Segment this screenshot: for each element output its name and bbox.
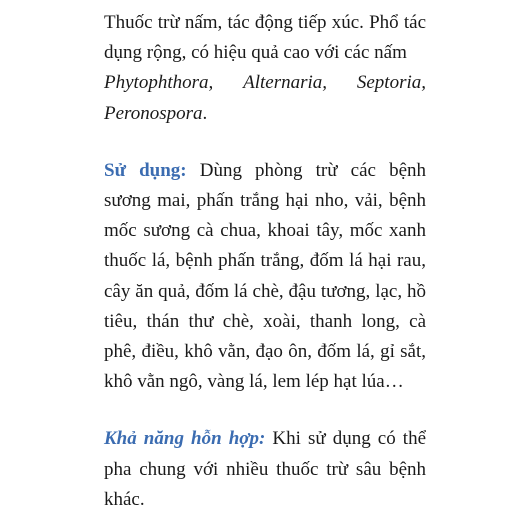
document-page: [104, 8, 426, 515]
mix-text: Khi sử dụng có thể pha chung với nhiều thuốc trừ sâu bệnh khác.: [104, 428, 427, 510]
species-line: [104, 68, 426, 98]
intro-period: .: [202, 102, 208, 124]
intro-text: Thuốc trừ nấm, tác động tiếp xúc. Phổ tác dụng rộng, có hiệu quả cao với các nấm: [104, 12, 426, 64]
mix-paragraph: [104, 424, 426, 515]
usage-paragraph: [104, 156, 426, 398]
species-name: Alternaria,: [243, 72, 328, 94]
intro-paragraph: [104, 8, 426, 129]
species-name: Peronospora: [104, 102, 203, 124]
species-name: Septoria,: [356, 72, 426, 94]
usage-text: Dùng phòng trừ các bệnh sương mai, phấn trắng hại nho, vải, bệnh mốc sương cà chua, khoai tây, mốc xanh thuốc lá, bệnh phấn trắng, đốm lá hại rau, cây ăn quả, đốm lá chè, đậu tương, lạc, hồ tiêu, thán thư chè, xoài, thanh long, cà phê, điều, khô vằn, đạo ôn, đốm lá, gỉ sắt, khô vằn ngô, vàng lá, lem lép hạt lúa…: [104, 159, 427, 393]
species-name: Phytophthora,: [104, 72, 214, 94]
mix-label: Khả năng hỗn hợp:: [104, 428, 266, 450]
usage-label: Sử dụng:: [104, 159, 187, 181]
